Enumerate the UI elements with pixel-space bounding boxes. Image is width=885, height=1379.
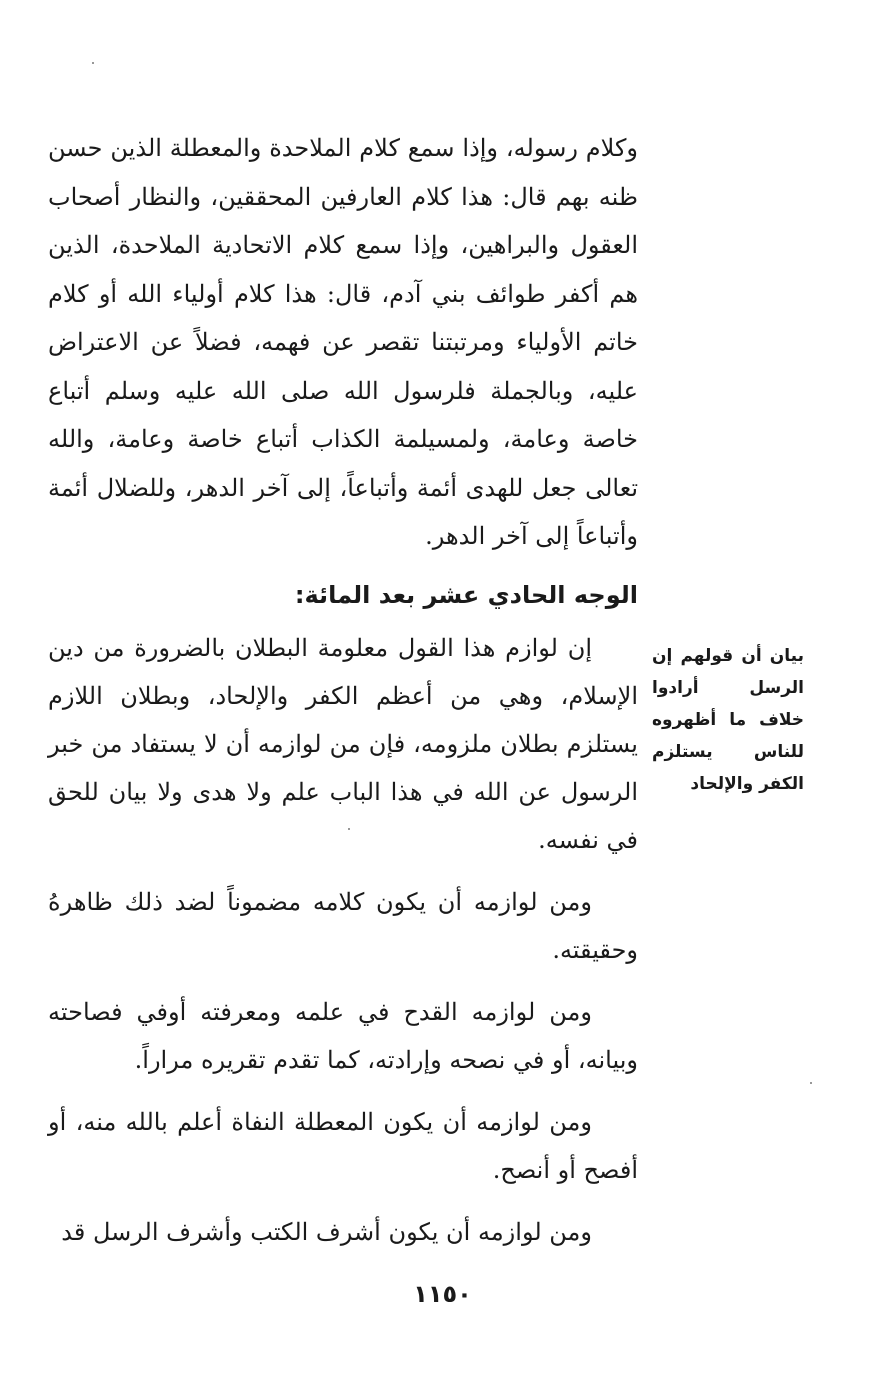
- page-number: ١١٥٠: [413, 1280, 472, 1308]
- section-paragraph: إن لوازم هذا القول معلومة البطلان بالضرورة من دين الإسلام، وهي من أعظم الكفر والإلحاد، وبطلان اللازم يستلزم بطلان ملزومه، فإن من لوازمه أن لا يستفاد من خبر الرسول عن الله في هذا الباب علم ولا هدى ولا بيان للحق في نفسه.: [48, 634, 638, 854]
- section-paragraph: ومن لوازمه أن يكون المعطلة النفاة أعلم بالله منه، أو أفصح أو أنصح.: [48, 1108, 638, 1184]
- paragraph-continued: وكلام رسوله، وإذا سمع كلام الملاحدة والمعطلة الذين حسن ظنه بهم قال: هذا كلام العارفين المحققين، والنظار أصحاب العقول والبراهين، وإذا سمع كلام الاتحادية الملاحدة، الذين هم أكفر طوائف بني آدم، قال: هذا كلام أولياء الله أو كلام خاتم الأولياء ومرتبتنا تقصر عن فهمه، فضلاً عن الاعتراض عليه، وبالجملة فلرسول الله صلى الله عليه وسلم أتباع خاصة وعامة، ولمسيلمة الكذاب أتباع خاصة وعامة، والله تعالى جعل للهدى أئمة وأتباعاً، إلى آخر الدهر، وللضلال أئمة وأتباعاً إلى آخر الدهر.: [48, 134, 638, 550]
- scan-speck: [92, 62, 94, 64]
- section-paragraph: ومن لوازمه القدح في علمه ومعرفته أوفي فصاحته وبيانه، أو في نصحه وإرادته، كما تقدم تقريره مراراً.: [48, 998, 638, 1074]
- scan-speck: [810, 1082, 812, 1084]
- section-paragraph: ومن لوازمه أن يكون كلامه مضموناً لضد ذلك ظاهرهُ وحقيقته.: [48, 888, 638, 964]
- body-text-block: [48, 124, 638, 561]
- margin-note: بيان أن قولهم إن الرسل أرادوا خلاف ما أظهروه للناس يستلزم الكفر والإلحاد: [652, 646, 804, 794]
- section-paragraph: ومن لوازمه أن يكون أشرف الكتب وأشرف الرسل قد: [61, 1218, 592, 1246]
- scan-speck: [348, 828, 350, 830]
- section-heading: الوجه الحادي عشر بعد المائة:: [294, 581, 638, 609]
- section-body: [48, 624, 638, 1256]
